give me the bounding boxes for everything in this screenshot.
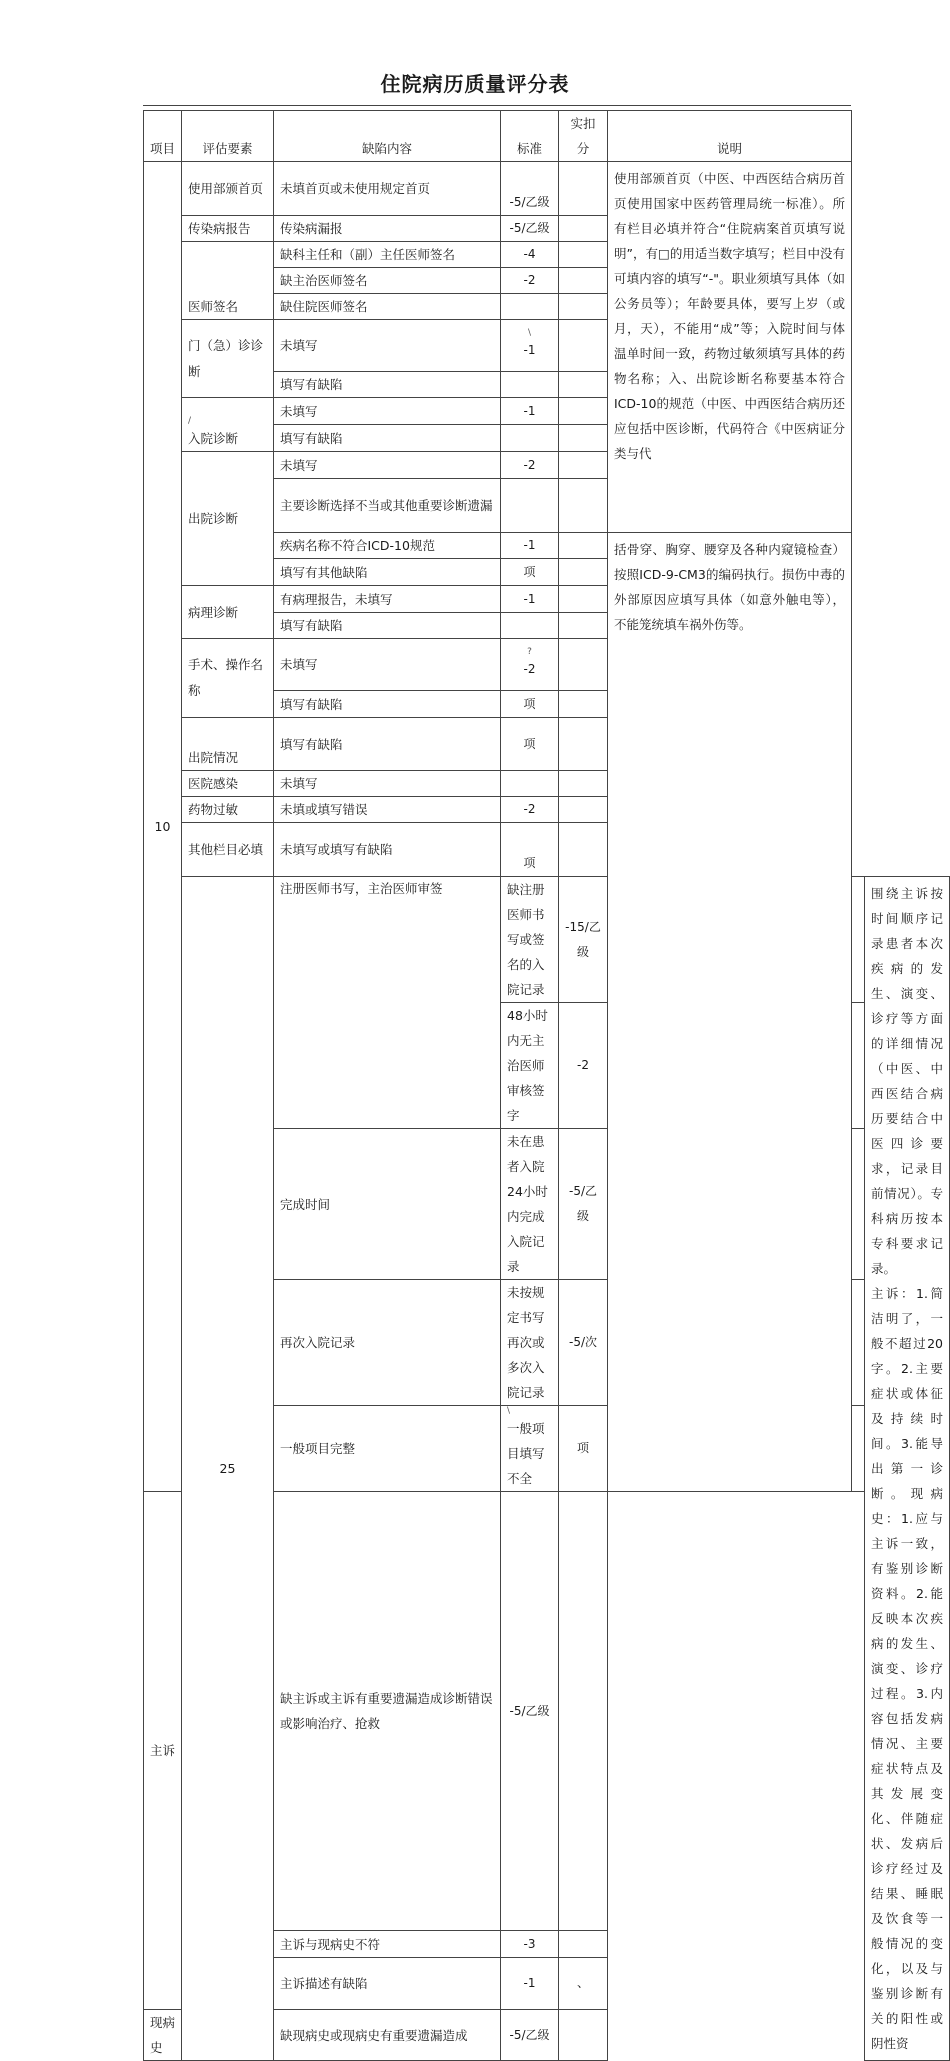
header-standard: 标准 bbox=[501, 111, 559, 162]
defect-dis1: 未填写 bbox=[274, 452, 501, 479]
element-re: 再次入院记录 bbox=[274, 1280, 501, 1406]
element-hpi: 现病史 bbox=[144, 2010, 182, 2061]
actual-reg1 bbox=[852, 877, 865, 1003]
actual-cc1 bbox=[559, 1492, 608, 1931]
mark-adm: / bbox=[188, 416, 192, 426]
standard-out: 项 bbox=[501, 718, 559, 771]
standard-cc3: -1 bbox=[501, 1958, 559, 2010]
page-title: 住院病历质量评分表 bbox=[380, 72, 570, 96]
defect-drug: 未填或填写错误 bbox=[274, 797, 501, 823]
standard-reg1: -15/乙级 bbox=[559, 877, 608, 1003]
actual-time bbox=[852, 1129, 865, 1280]
standard-er1: \ -1 bbox=[501, 320, 559, 372]
element-adm: / 入院诊断 bbox=[182, 398, 274, 452]
section1-note-bottom bbox=[608, 533, 852, 1492]
defect-op2: 填写有缺陷 bbox=[274, 691, 501, 718]
standard-sign3 bbox=[501, 294, 559, 320]
section1-note-part1: 使用部颁首页（中医、中西医结合病历首页使用国家中医药管理局统一标准）。所有栏目必填并符合“住院病案首页填写说明”，有□的用适当数字填写；栏目中没有可填内容的填写“-"。职业须填写具体（如公务员等）；年龄要具体，要写上岁（或月，天），不能用“成”等；入院时间与体温单时间一致，药物过敏须填写具体的药物名称；入、出院诊断名称要基本符合ICD-10的规范（中医、中西医结合病历还应包括中医诊断，代码符合《中医病证分类与代 bbox=[614, 171, 845, 461]
actual-hosp bbox=[559, 771, 608, 797]
actual-er1 bbox=[559, 320, 608, 372]
defect-infect: 传染病漏报 bbox=[274, 216, 501, 242]
standard-path2 bbox=[501, 613, 559, 639]
defect-op1: 未填写 bbox=[274, 639, 501, 691]
element-op: 手术、操作名称 bbox=[182, 639, 274, 718]
mark-op1: ? bbox=[527, 647, 532, 657]
standard-adm2 bbox=[501, 425, 559, 452]
element-drug: 药物过敏 bbox=[182, 797, 274, 823]
section2-note-part2: 主诉：1.简洁明了，一般不超过20字。2.主要症状或体征及持续时间。3.能导出第一诊断。现病史：1.应与主诉一致，有鉴别诊断资料。2.能反映本次疾病的发生、演变、诊疗过程。3.内容包括发病情况、主要症状特点及其发展变化、伴随症状、发病后诊疗经过及结果、睡眠及饮食等一般情况的变化，以及与鉴别诊断有关的阳性或阴性资 bbox=[871, 1286, 943, 2051]
actual-dis2 bbox=[559, 479, 608, 533]
actual-homepage bbox=[559, 162, 608, 216]
element-path: 病理诊断 bbox=[182, 586, 274, 639]
defect-re: 未按规定书写再次或多次入院记录 bbox=[501, 1280, 559, 1406]
defect-er1: 未填写 bbox=[274, 320, 501, 372]
element-hosp: 医院感染 bbox=[182, 771, 274, 797]
element-time: 完成时间 bbox=[274, 1129, 501, 1280]
standard-sign2: -2 bbox=[501, 268, 559, 294]
standard-reg2: -2 bbox=[559, 1003, 608, 1129]
defect-cc1: 缺主诉或主诉有重要遗漏造成诊断错误或影响治疗、抢救 bbox=[274, 1492, 501, 1931]
header-actual: 实扣分 bbox=[559, 111, 608, 162]
actual-dis4 bbox=[559, 559, 608, 586]
section1-score: 10 bbox=[144, 162, 182, 1492]
defect-hosp: 未填写 bbox=[274, 771, 501, 797]
actual-drug bbox=[559, 797, 608, 823]
standard-cc1: -5/乙级 bbox=[501, 1492, 559, 1931]
standard-dis3: -1 bbox=[501, 533, 559, 559]
section2-note-part1: 围绕主诉按时间顺序记录患者本次疾病的发生、演变、诊疗等方面的详细情况（中医、中西医结合病历要结合中医四诊要求，记录目前情况）。专科病历按本专科要求记录。 bbox=[871, 886, 943, 1276]
standard-time: -5/乙级 bbox=[559, 1129, 608, 1280]
actual-dis3 bbox=[559, 533, 608, 559]
defect-other: 未填写或填写有缺陷 bbox=[274, 823, 501, 877]
actual-infect bbox=[559, 216, 608, 242]
standard-adm1: -1 bbox=[501, 398, 559, 425]
standard-hpi: -5/乙级 bbox=[501, 2010, 559, 2061]
defect-path2: 填写有缺陷 bbox=[274, 613, 501, 639]
standard-drug: -2 bbox=[501, 797, 559, 823]
element-reg: 注册医师书写，主治医师审签 bbox=[274, 877, 501, 1129]
standard-cc2: -3 bbox=[501, 1931, 559, 1958]
section1-note-part2: 括骨穿、胸穿、腰穿及各种内窥镜检查）按照ICD-9-CM3的编码执行。损伤中毒的外部原因应填写具体（如意外触电等），不能笼统填车祸外伤等。 bbox=[614, 542, 845, 632]
standard-dis4: 项 bbox=[501, 559, 559, 586]
standard-dis2 bbox=[501, 479, 559, 533]
standard-gen: 项 bbox=[559, 1406, 608, 1492]
element-dis: 出院诊断 bbox=[182, 452, 274, 586]
scoring-table bbox=[143, 110, 950, 2061]
actual-op2 bbox=[559, 691, 608, 718]
actual-gen bbox=[852, 1406, 865, 1492]
element-gen: 一般项目完整 bbox=[274, 1406, 501, 1492]
header-defect: 缺陷内容 bbox=[274, 111, 501, 162]
defect-adm1: 未填写 bbox=[274, 398, 501, 425]
defect-gen: \ 一般项目填写不全 bbox=[501, 1406, 559, 1492]
actual-path1 bbox=[559, 586, 608, 613]
section2-score: 25 bbox=[182, 877, 274, 2061]
element-cc: 主诉 bbox=[144, 1492, 182, 2010]
defect-sign3: 缺住院医师签名 bbox=[274, 294, 501, 320]
defect-out: 填写有缺陷 bbox=[274, 718, 501, 771]
element-sign: 医师签名 bbox=[182, 242, 274, 320]
table-top-border bbox=[143, 105, 851, 106]
standard-other: 项 bbox=[501, 823, 559, 877]
defect-path1: 有病理报告，未填写 bbox=[274, 586, 501, 613]
defect-homepage: 未填首页或未使用规定首页 bbox=[274, 162, 501, 216]
standard-sign1: -4 bbox=[501, 242, 559, 268]
standard-er2 bbox=[501, 372, 559, 398]
element-out: 出院情况 bbox=[182, 718, 274, 771]
element-other: 其他栏目必填 bbox=[182, 823, 274, 877]
mark-er1: \ bbox=[527, 328, 532, 338]
defect-time: 未在患者入院24小时内完成入院记录 bbox=[501, 1129, 559, 1280]
actual-reg2 bbox=[852, 1003, 865, 1129]
standard-homepage: -5/乙级 bbox=[501, 162, 559, 216]
defect-sign1: 缺科主任和（副）主任医师签名 bbox=[274, 242, 501, 268]
actual-cc2 bbox=[559, 1931, 608, 1958]
actual-path2 bbox=[559, 613, 608, 639]
actual-er2 bbox=[559, 372, 608, 398]
defect-dis4: 填写有其他缺陷 bbox=[274, 559, 501, 586]
header-item: 项目 bbox=[144, 111, 182, 162]
standard-infect: -5/乙级 bbox=[501, 216, 559, 242]
actual-hpi bbox=[559, 2010, 608, 2061]
standard-re: -5/次 bbox=[559, 1280, 608, 1406]
defect-dis3: 疾病名称不符合ICD-10规范 bbox=[274, 533, 501, 559]
element-infect: 传染病报告 bbox=[182, 216, 274, 242]
defect-sign2: 缺主治医师签名 bbox=[274, 268, 501, 294]
actual-adm2 bbox=[559, 425, 608, 452]
standard-op1: ? -2 bbox=[501, 639, 559, 691]
standard-dis1: -2 bbox=[501, 452, 559, 479]
defect-er2: 填写有缺陷 bbox=[274, 372, 501, 398]
actual-op1 bbox=[559, 639, 608, 691]
actual-cc3: 、 bbox=[559, 1958, 608, 2010]
defect-adm2: 填写有缺陷 bbox=[274, 425, 501, 452]
mark-gen: \ bbox=[507, 1406, 511, 1416]
header-note: 说明 bbox=[608, 111, 852, 162]
defect-hpi: 缺现病史或现病史有重要遗漏造成 bbox=[274, 2010, 501, 2061]
section1-note-top bbox=[608, 162, 852, 533]
standard-path1: -1 bbox=[501, 586, 559, 613]
actual-sign1 bbox=[559, 242, 608, 268]
element-er: 门（急）诊诊断 bbox=[182, 320, 274, 398]
header-element: 评估要素 bbox=[182, 111, 274, 162]
defect-dis2: 主要诊断选择不当或其他重要诊断遗漏 bbox=[274, 479, 501, 533]
actual-adm1 bbox=[559, 398, 608, 425]
actual-dis1 bbox=[559, 452, 608, 479]
defect-cc3: 主诉描述有缺陷 bbox=[274, 1958, 501, 2010]
actual-sign3 bbox=[559, 294, 608, 320]
defect-reg2: 48小时内无主治医师审核签字 bbox=[501, 1003, 559, 1129]
standard-hosp bbox=[501, 771, 559, 797]
defect-cc2: 主诉与现病史不符 bbox=[274, 1931, 501, 1958]
section2-note bbox=[865, 877, 950, 2061]
element-homepage: 使用部颁首页 bbox=[182, 162, 274, 216]
actual-out bbox=[559, 718, 608, 771]
header-row bbox=[144, 111, 950, 162]
actual-re bbox=[852, 1280, 865, 1406]
actual-other bbox=[559, 823, 608, 877]
defect-reg1: 缺注册医师书写或签名的入院记录 bbox=[501, 877, 559, 1003]
standard-op2: 项 bbox=[501, 691, 559, 718]
actual-sign2 bbox=[559, 268, 608, 294]
